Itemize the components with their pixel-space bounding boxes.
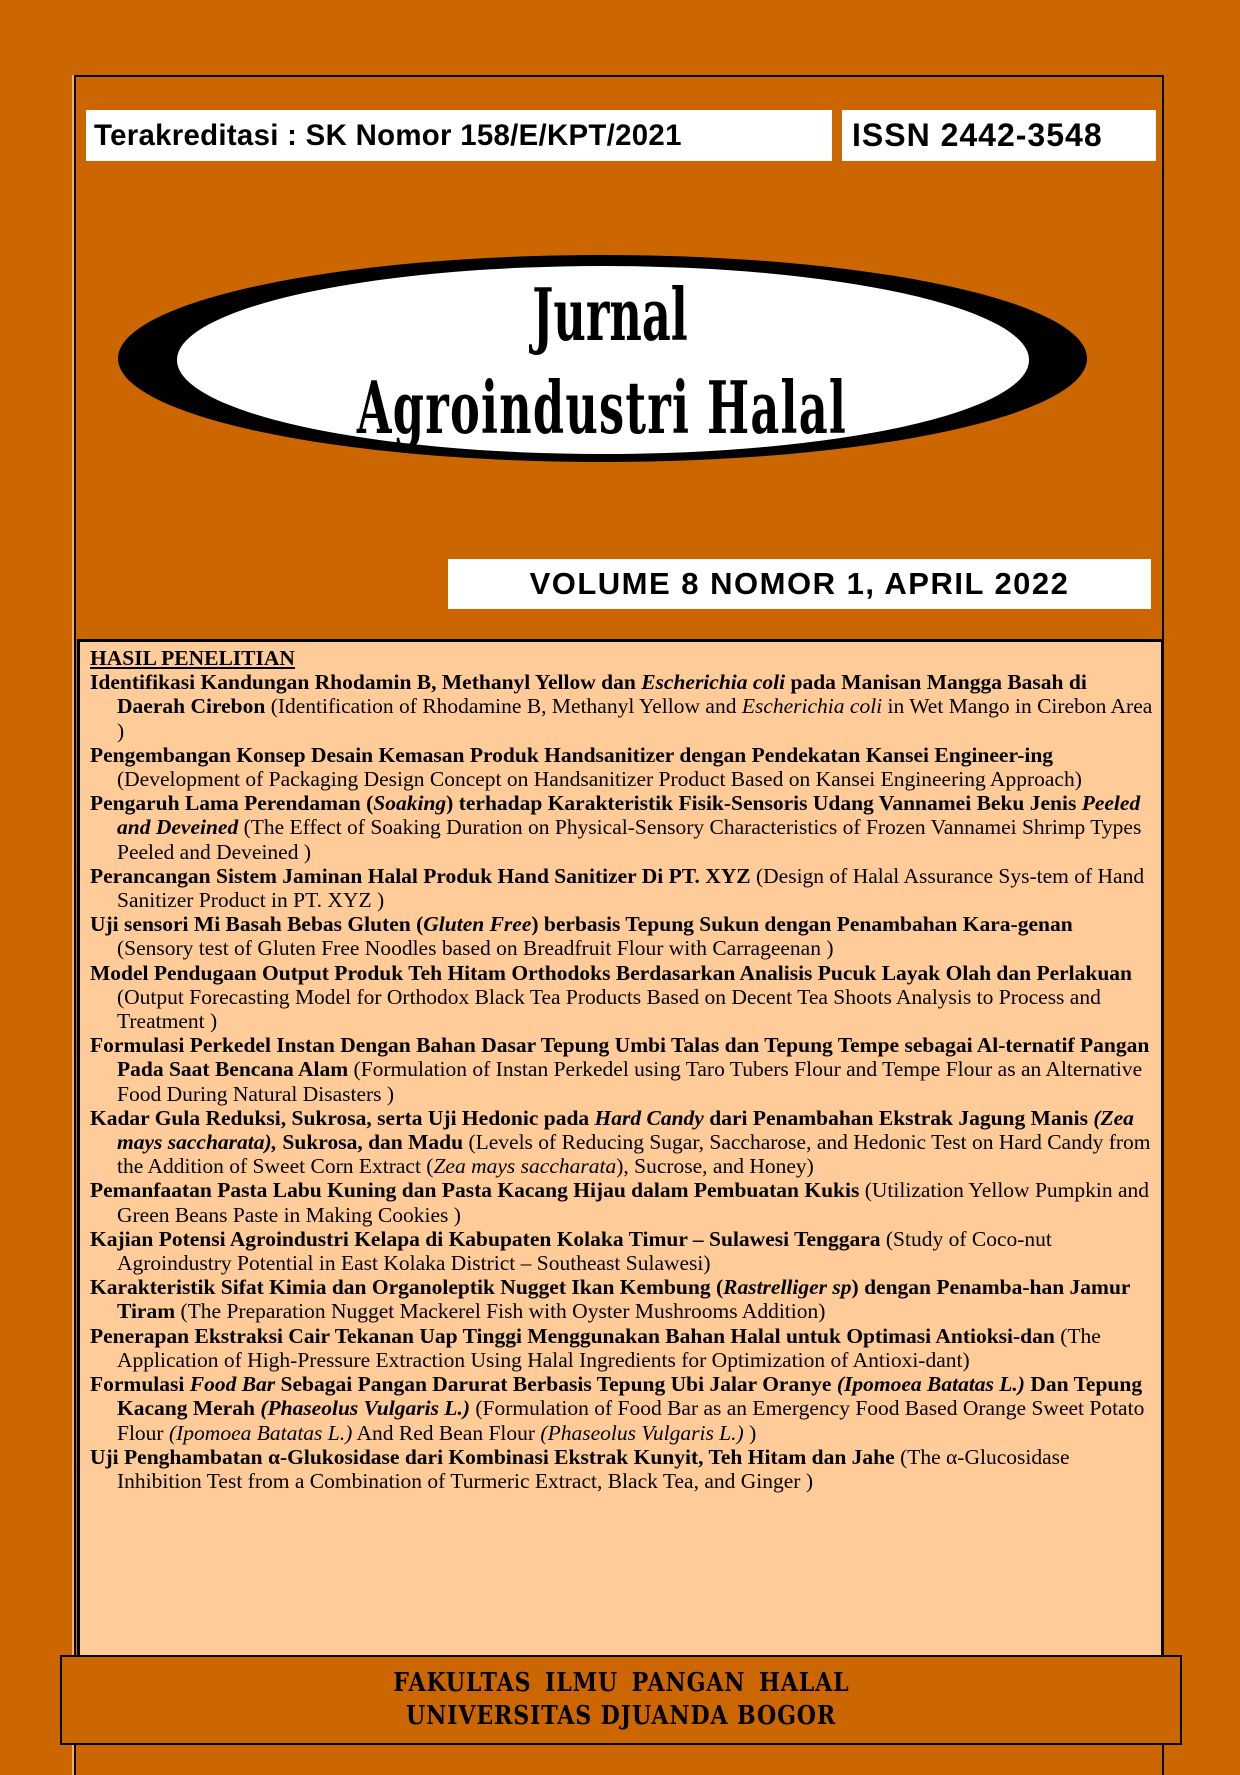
title-fragment: Escherichia coli: [741, 694, 883, 719]
article-title-en: [117, 936, 833, 960]
article-title-en: [117, 694, 1152, 742]
title-fragment: (Identification of Rhodamine B, Methanyl Yellow and: [265, 694, 742, 719]
title-fragment: Gluten Free: [423, 912, 532, 937]
title-fragment: Formulasi Perkedel Instan Dengan Bahan Dasar Tepung Umbi Talas dan Tepung Tempe sebagai Al-ternatif Pangan Pada Saat Bencana Alam: [90, 1033, 1150, 1082]
article-entry: [90, 1227, 1153, 1275]
title-fragment: in Wet Mango in Cirebon Area ): [117, 694, 1153, 743]
article-title-en: [117, 985, 1101, 1033]
article-title-en: [175, 1299, 825, 1323]
title-fragment: (Design of Halal Assurance Sys-tem of Hand Sanitizer Product in PT. XYZ ): [117, 863, 1145, 913]
title-fragment: (Phaseolus Vulgaris L.): [540, 1420, 744, 1445]
title-fragment: pada Manisan Mangga Basah di Daerah Cirebon: [117, 670, 1087, 719]
title-fragment: ) dengan Penamba-han Jamur Tiram: [117, 1275, 1131, 1324]
article-entry: [90, 1178, 1153, 1226]
title-fragment: dari Penambahan Ekstrak Jagung Manis: [703, 1105, 1094, 1130]
title-fragment: (The Effect of Soaking Duration on Physical-Sensory Characteristics of Frozen Vannamei Shrimp Types Peeled and Deveined ): [117, 815, 1142, 864]
article-entry: [90, 1275, 1153, 1323]
publisher-footer: [60, 1655, 1182, 1745]
article-title-en: [117, 815, 1141, 863]
title-fragment: ): [743, 1420, 757, 1445]
title-fragment: Escherichia coli: [641, 670, 786, 695]
article-entry: [90, 912, 1153, 960]
title-fragment: (Utilization Yellow Pumpkin and Green Beans Paste in Making Cookies ): [117, 1178, 1150, 1227]
title-fragment: ) berbasis Tepung Sukun dengan Penambahan Kara-genan: [531, 912, 1073, 937]
article-title-id: [90, 961, 1132, 985]
article-title-en: [117, 767, 1082, 791]
article-title-id: [90, 912, 1073, 936]
title-fragment: (Phaseolus Vulgaris L.): [260, 1396, 470, 1421]
title-fragment: (Output Forecasting Model for Orthodox Black Tea Products Based on Decent Tea Shoots Analysis to Process and Treatment ): [117, 984, 1101, 1034]
issn-box: [842, 110, 1156, 161]
title-fragment: (Study of Coco-nut Agroindustry Potential in East Kolaka District – Southeast Sulawesi): [117, 1226, 1052, 1276]
accreditation-box: [86, 110, 832, 161]
article-entry: [90, 1372, 1153, 1445]
table-of-contents: [90, 646, 1153, 1493]
journal-title-line2: Agroindustri Halal: [356, 365, 848, 450]
title-fragment: Dan Tepung Kacang Merah: [117, 1372, 1143, 1421]
title-fragment: Pengaruh Lama Perendaman (: [90, 791, 374, 816]
title-fragment: ), Sucrose, and Honey): [616, 1154, 814, 1179]
title-fragment: Penerapan Ekstraksi Cair Tekanan Uap Tinggi Menggunakan Bahan Halal untuk Optimasi Antioksi-dan: [90, 1323, 1055, 1348]
title-fragment: Model Pendugaan Output Produk Teh Hitam Orthodoks Berdasarkan Analisis Pucuk Layak Olah dan Perlakuan: [90, 960, 1133, 985]
article-entry: [90, 864, 1153, 912]
title-fragment: Kajian Potensi Agroindustri Kelapa di Kabupaten Kolaka Timur – Sulawesi Tenggara: [90, 1226, 881, 1251]
article-entry: [90, 1033, 1153, 1106]
title-fragment: Identifikasi Kandungan Rhodamin B, Methanyl Yellow dan: [90, 670, 642, 695]
title-fragment: Pemanfaatan Pasta Labu Kuning dan Pasta Kacang Hijau dalam Pembuatan Kukis: [90, 1178, 860, 1203]
title-fragment: Uji Penghambatan α-Glukosidase dari Kombinasi Ekstrak Kunyit, Teh Hitam dan Jahe: [90, 1444, 895, 1469]
volume-box: [448, 559, 1151, 609]
title-fragment: Uji sensori Mi Basah Bebas Gluten (: [90, 912, 424, 937]
title-fragment: Pengembangan Konsep Desain Kemasan Produk Handsanitizer dengan Pendekatan Kansei Engineer-ing: [90, 742, 1054, 767]
title-fragment: (Development of Packaging Design Concept on Handsanitizer Product Based on Kansei Engineering Approach): [117, 767, 1082, 792]
university-name: UNIVERSITAS DJUANDA BOGOR: [405, 1701, 837, 1731]
title-fragment: And Red Bean Flour: [352, 1420, 541, 1445]
title-fragment: (Ipomoea Batatas L.): [168, 1420, 353, 1445]
title-fragment: (The α-Glucosidase Inhibition Test from a Combination of Turmeric Extract, Black Tea, and Ginger ): [117, 1444, 1070, 1493]
title-fragment: ) terhadap Karakteristik Fisik-Sensoris Udang Vannamei Beku Jenis: [446, 791, 1082, 816]
section-heading: HASIL PENELITIAN: [90, 646, 295, 670]
article-title-id: [90, 1227, 881, 1251]
title-fragment: Sukrosa, dan Madu: [277, 1130, 464, 1155]
title-fragment: Zea mays saccharata: [433, 1154, 617, 1179]
title-fragment: Food Bar: [189, 1372, 276, 1397]
article-entry: [90, 743, 1153, 791]
title-fragment: (The Preparation Nugget Mackerel Fish with Oyster Mushrooms Addition): [175, 1299, 826, 1324]
title-fragment: Kadar Gula Reduksi, Sukrosa, serta Uji Hedonic pada: [90, 1105, 595, 1130]
title-fragment: Rastrelliger sp: [723, 1275, 852, 1300]
title-fragment: (Formulation of Instan Perkedel using Taro Tubers Flour and Tempe Flour as an Alternative Food During Natural Disasters ): [117, 1057, 1143, 1106]
accreditation-text: Terakreditasi : SK Nomor 158/E/KPT/2021: [94, 118, 682, 152]
title-fragment: Karakteristik Sifat Kimia dan Organoleptik Nugget Ikan Kembung (: [90, 1275, 724, 1300]
volume-text: VOLUME 8 NOMOR 1, APRIL 2022: [529, 566, 1070, 601]
title-fragment: Formulasi: [90, 1372, 190, 1397]
title-fragment: (The Application of High-Pressure Extraction Using Halal Ingredients for Optimization of Antioxi-dant): [117, 1323, 1101, 1372]
article-title-id: [90, 743, 1053, 767]
article-title-id: [90, 1324, 1055, 1348]
journal-title-line1: Jurnal: [532, 272, 688, 357]
title-fragment: (Sensory test of Gluten Free Noodles based on Breadfruit Flour with Carrageenan ): [117, 936, 834, 961]
title-fragment: Soaking: [373, 791, 447, 816]
title-fragment: Hard Candy: [594, 1105, 704, 1130]
article-entry: [90, 670, 1153, 743]
article-entry: [90, 1106, 1153, 1179]
article-entry: [90, 1324, 1153, 1372]
article-entry: [90, 1445, 1153, 1493]
title-fragment: Perancangan Sistem Jaminan Halal Produk Hand Sanitizer Di PT. XYZ: [90, 863, 751, 888]
title-fragment: (Formulation of Food Bar as an Emergency Food Based Orange Sweet Potato Flour: [117, 1396, 1145, 1445]
article-entry: [90, 791, 1153, 864]
article-title-id: [90, 1178, 859, 1202]
table-of-contents-panel: [77, 639, 1164, 1669]
title-fragment: Peeled and Deveined: [117, 791, 1141, 840]
article-entry: [90, 961, 1153, 1034]
title-fragment: (Ipomoea Batatas L.): [836, 1372, 1025, 1397]
title-fragment: (Zea mays saccharata),: [117, 1105, 1134, 1155]
title-fragment: (Levels of Reducing Sugar, Saccharose, and Hedonic Test on Hard Candy from the Addition of Sweet Corn Extract (: [117, 1130, 1151, 1179]
title-fragment: Sebagai Pangan Darurat Berbasis Tepung Ubi Jalar Oranye: [275, 1372, 837, 1397]
issn-text: ISSN 2442-3548: [852, 117, 1103, 153]
article-title-id: [90, 864, 751, 888]
article-title-id: [90, 1445, 895, 1469]
faculty-name: FAKULTAS ILMU PANGAN HALAL: [392, 1668, 850, 1698]
